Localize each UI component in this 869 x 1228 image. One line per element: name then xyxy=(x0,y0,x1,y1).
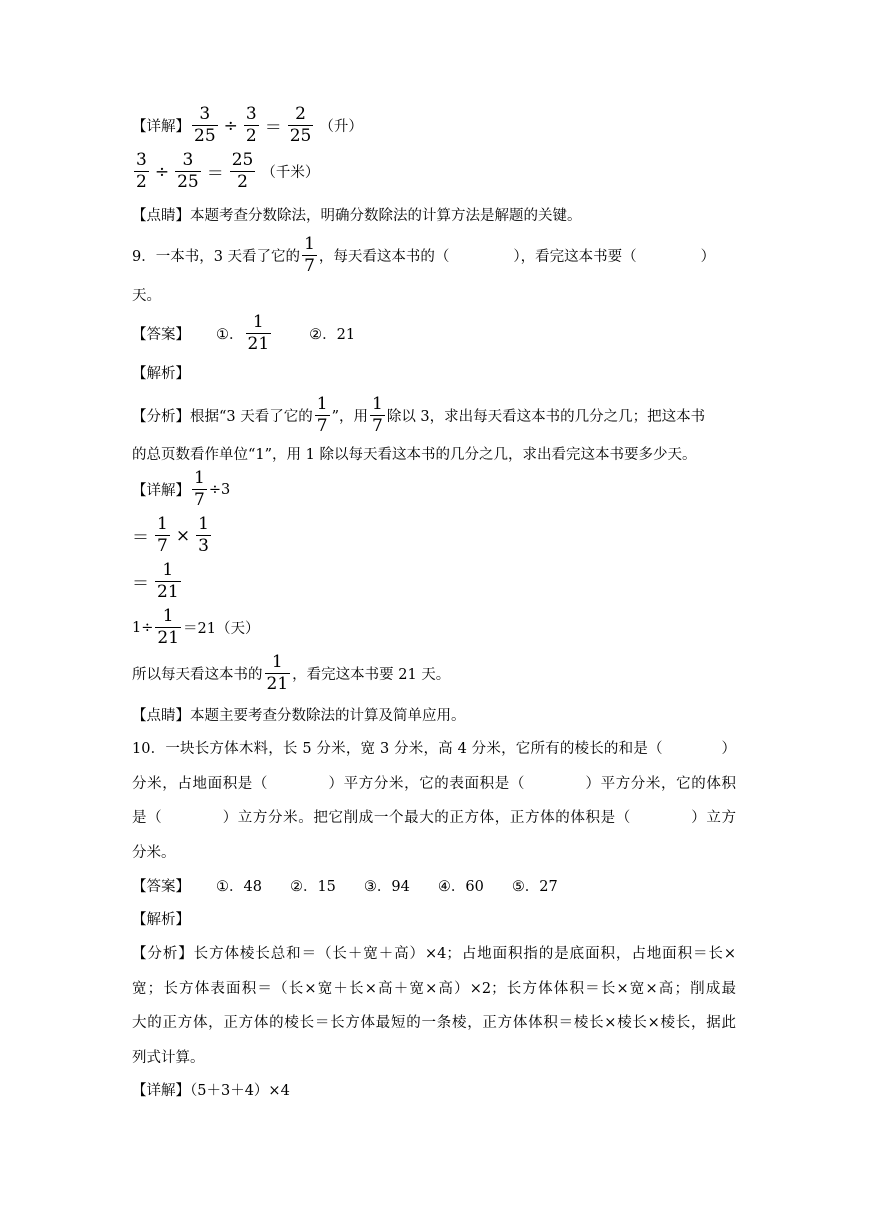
fraction: $\frac{3}{25}$ xyxy=(177,150,199,192)
fraction: $\frac{1}{21}$ xyxy=(247,312,270,354)
q10-detail-line: 【详解】（5＋3＋4）×4 xyxy=(132,1083,290,1099)
fraction: $\frac{1}{7}$ xyxy=(304,234,315,276)
fraction: $\frac{1}{7}$ xyxy=(316,394,328,436)
q9-stem-line2: 天。 xyxy=(132,288,161,304)
fraction: $\frac{1}{21}$ xyxy=(266,652,289,694)
q10-stem-line1: 10．一块长方体木料，长 5 分米，宽 3 分米，高 4 分米，它所有的棱长的和是（ ） xyxy=(132,741,736,757)
fraction: $\frac{1}{7}$ xyxy=(157,514,168,556)
fraction: $\frac{1}{21}$ xyxy=(157,606,180,648)
q10-analysis-line2: 宽；长方体表面积＝（长×宽＋长×高＋宽×高）×2；长方体体积＝长×宽×高；削成最 xyxy=(132,981,736,997)
answer-item: ②．15 xyxy=(289,879,336,895)
answer-item: ⑤．27 xyxy=(511,879,558,895)
q10-analysis-line3: 大的正方体，正方体的棱长＝长方体最短的一条棱，正方体体积＝棱长×棱长×棱长，据此 xyxy=(132,1015,736,1031)
q9-detail-line3: ＝ $\frac{1}{21}$ xyxy=(132,560,179,602)
q9-detail-line1: 【详解】 $\frac{1}{7}$ ÷3 xyxy=(132,468,231,510)
q9-stem-line1: 9．一本书，3 天看了它的 $\frac{1}{7}$ ，每天看这本书的（ ），看完这本书要（ ） xyxy=(132,234,716,276)
answer-item: ③．94 xyxy=(363,879,410,895)
q10-stem-line2: 分米，占地面积是（ ）平方分米，它的表面积是（ ）平方分米，它的体积 xyxy=(132,776,736,792)
fraction: $\frac{1}{7}$ xyxy=(194,468,205,510)
q9-answer-line: 【答案】 ①． $\frac{1}{21}$ ②．21 xyxy=(132,312,356,354)
detail-label: 【详解】 xyxy=(132,119,190,135)
q9-detail-line4: 1÷ $\frac{1}{21}$ ＝21（天） xyxy=(132,606,260,648)
analysis-label: 【解析】 xyxy=(132,912,190,928)
detail-eq1-line: 【详解】 $\frac{3}{25}$ ÷ $\frac{3}{2}$ ＝ $\frac{2}{25}$ （升） xyxy=(132,104,363,146)
fraction: $\frac{3}{25}$ xyxy=(194,104,216,146)
q10-stem-line3: 是（ ）立方分米。把它削成一个最大的正方体，正方体的体积是（ ）立方 xyxy=(132,810,736,826)
unit-text: （升） xyxy=(319,119,363,135)
fraction: $\frac{25}{2}$ xyxy=(231,150,254,192)
fraction: $\frac{1}{21}$ xyxy=(157,560,179,602)
answer-item: ①．48 xyxy=(216,879,262,895)
answer-label: 【答案】 xyxy=(132,327,190,343)
q9-analysis-line1: 【分析】根据“3 天看了它的 $\frac{1}{7}$ ”，用 $\frac{1}{7}$ 除以 3，求出每天看这本书的几分之几；把这本书 xyxy=(132,394,706,436)
q10-stem-line4: 分米。 xyxy=(132,845,176,861)
q10-analysis-line1: 【分析】长方体棱长总和＝（长＋宽＋高）×4；占地面积指的是底面积，占地面积＝长× xyxy=(132,946,736,962)
q9-analysis-line2: 的总页数看作单位“1”，用 1 除以每天看这本书的几分之几，求出看完这本书要多少天。 xyxy=(132,447,697,463)
fraction: $\frac{3}{2}$ xyxy=(136,150,147,192)
answer-label: 【答案】 xyxy=(132,879,190,895)
fraction: $\frac{2}{25}$ xyxy=(289,104,312,146)
q9-detail-line2: ＝ $\frac{1}{7}$ × $\frac{1}{3}$ xyxy=(132,514,209,556)
detail-eq2-line: $\frac{3}{2}$ ÷ $\frac{3}{25}$ ＝ $\frac{25}{2}$ （千米） xyxy=(136,150,320,192)
analysis-label: 【解析】 xyxy=(132,366,190,382)
comment-line: 【点睛】本题考查分数除法，明确分数除法的计算方法是解题的关键。 xyxy=(132,208,582,224)
detail-label: 【详解】 xyxy=(132,483,190,499)
fraction: $\frac{1}{7}$ xyxy=(372,394,383,436)
fraction: $\frac{1}{3}$ xyxy=(198,514,209,556)
q10-answer-line xyxy=(132,875,558,896)
fraction: $\frac{3}{2}$ xyxy=(245,104,257,146)
q9-conclusion-line: 所以每天看这本书的 $\frac{1}{21}$ ，看完这本书要 21 天。 xyxy=(132,652,451,694)
q10-analysis-line4: 列式计算。 xyxy=(132,1050,205,1066)
q9-comment-line: 【点睛】本题主要考查分数除法的计算及简单应用。 xyxy=(132,708,466,724)
unit-text: （千米） xyxy=(261,165,320,181)
answer-item: ④．60 xyxy=(437,879,484,895)
